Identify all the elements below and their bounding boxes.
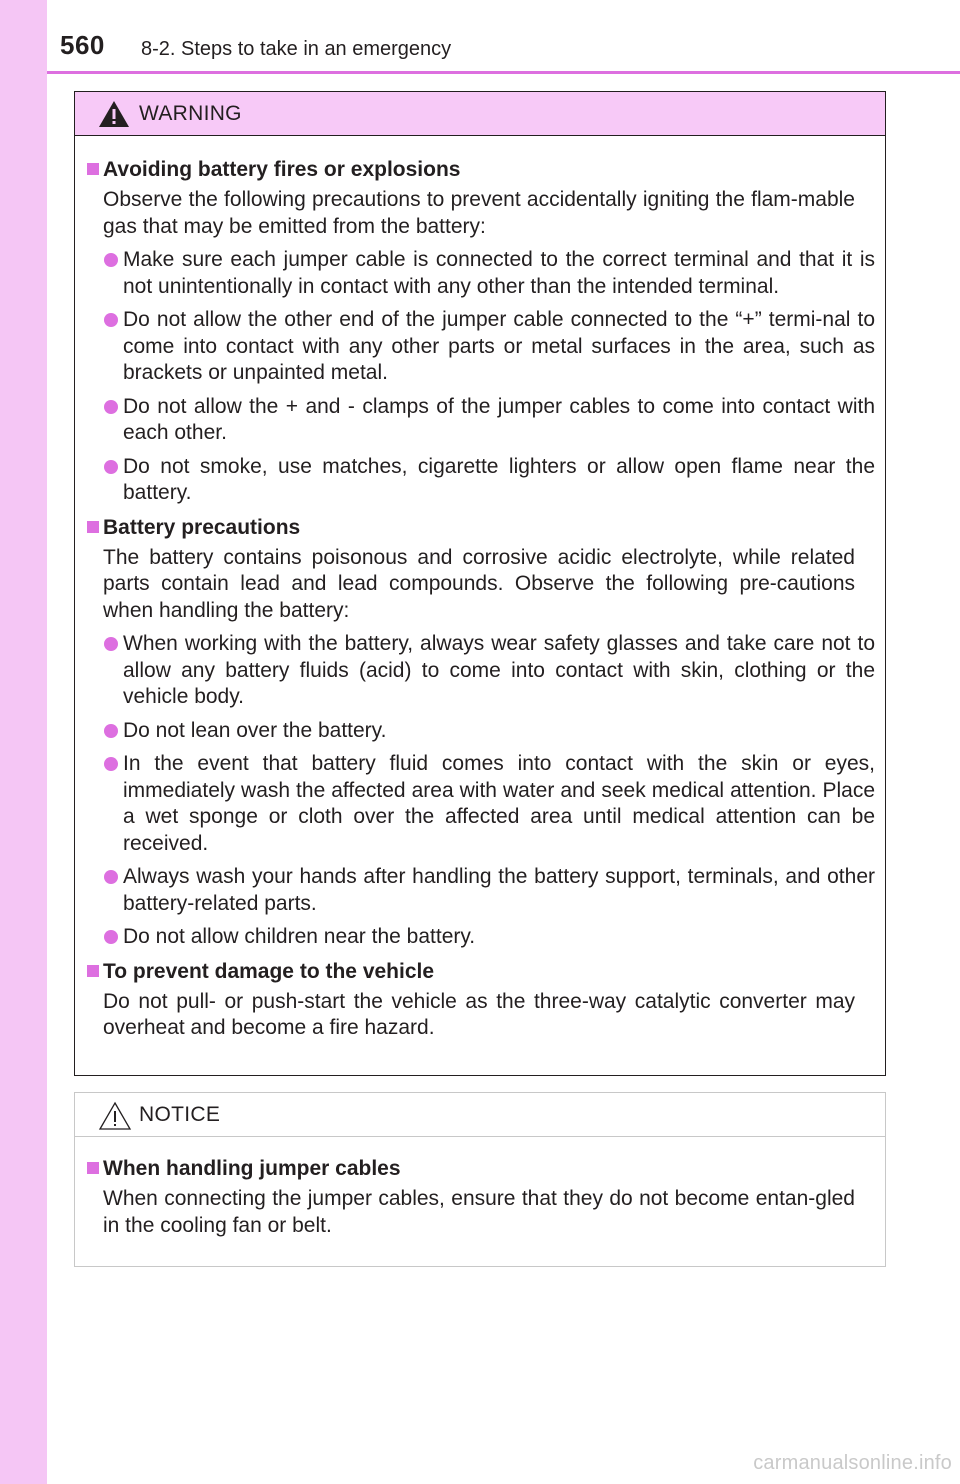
bullet-item	[87, 247, 875, 300]
watermark: carmanualsonline.info	[753, 1452, 952, 1474]
warning-body	[75, 136, 885, 1042]
warning-label: WARNING	[139, 102, 242, 125]
square-bullet-icon	[87, 965, 99, 977]
section-intro: The battery contains poisonous and corrosive acidic electrolyte, while related parts contain lead and lead compounds. Observe the following pre-cautions when handling the battery:	[103, 545, 855, 622]
bullet-item	[87, 924, 875, 951]
bullet-text: Do not lean over the battery.	[123, 718, 387, 742]
round-bullet-icon	[104, 870, 118, 884]
bullet-item	[87, 864, 875, 917]
bullet-text: Always wash your hands after handling the battery support, terminals, and other battery-related parts.	[123, 865, 875, 915]
bullet-text: In the event that battery fluid comes into contact with the skin or eyes, immediately wash the affected area with water and seek medical attention. Place a wet sponge or cloth over the affected area until medical attention can be received.	[123, 752, 875, 855]
round-bullet-icon	[104, 637, 118, 651]
bullet-text: Do not smoke, use matches, cigarette lighters or allow open flame near the battery.	[123, 454, 875, 504]
round-bullet-icon	[104, 930, 118, 944]
bullet-text: Do not allow children near the battery.	[123, 925, 476, 948]
round-bullet-icon	[104, 400, 118, 414]
bullet-text: Do not allow the + and - clamps of the jumper cables to come into contact with each other.	[123, 394, 875, 444]
notice-body	[75, 1137, 885, 1239]
section-heading	[87, 156, 875, 184]
bullet-text: When working with the battery, always wear safety glasses and take care not to allow any battery fluids (acid) to come into contact with skin, clothing or the vehicle body.	[123, 632, 875, 708]
warning-triangle-icon	[98, 100, 130, 133]
caution-outline-triangle-icon	[98, 1101, 132, 1136]
section-title: 8-2. Steps to take in an emergency	[141, 38, 452, 60]
side-color-strip	[0, 0, 47, 1484]
round-bullet-icon	[104, 460, 118, 474]
round-bullet-icon	[104, 313, 118, 327]
bullet-item	[87, 718, 875, 745]
round-bullet-icon	[104, 253, 118, 267]
bullet-item	[87, 751, 875, 857]
warning-header	[75, 92, 885, 136]
bullet-item	[87, 631, 875, 711]
section-heading-text: To prevent damage to the vehicle	[103, 959, 435, 983]
section-intro: Do not pull- or push-start the vehicle as the three-way catalytic converter may overheat and become a fire hazard.	[103, 989, 855, 1039]
square-bullet-icon	[87, 521, 99, 533]
section-intro: When connecting the jumper cables, ensure that they do not become entan-gled in the cooling fan or belt.	[103, 1187, 855, 1237]
round-bullet-icon	[104, 724, 118, 738]
square-bullet-icon	[87, 1162, 99, 1174]
notice-label: NOTICE	[139, 1103, 221, 1126]
section-intro: Observe the following precautions to prevent accidentally igniting the flam-mable gas that may be emitted from the battery:	[103, 188, 855, 238]
section-heading-text: Avoiding battery fires or explosions	[103, 158, 461, 181]
bullet-text: Make sure each jumper cable is connected to the correct terminal and that it is not unintentionally in contact with any other than the intended terminal.	[123, 248, 875, 298]
warning-box	[74, 91, 886, 1076]
bullet-text: Do not allow the other end of the jumper cable connected to the “+” termi-nal to come into contact with any other parts or metal surfaces in the area, such as brackets or unpainted metal.	[123, 308, 875, 384]
notice-box	[74, 1092, 886, 1267]
header-rule	[47, 71, 960, 74]
section-heading	[87, 514, 875, 542]
section-heading-text: When handling jumper cables	[103, 1157, 401, 1180]
page-number: 560	[60, 30, 105, 60]
section-heading-text: Battery precautions	[103, 515, 301, 539]
round-bullet-icon	[104, 757, 118, 771]
bullet-item	[87, 307, 875, 387]
square-bullet-icon	[87, 163, 99, 175]
section-heading	[87, 958, 875, 986]
notice-header	[75, 1093, 885, 1137]
section-heading	[87, 1155, 875, 1183]
bullet-item	[87, 394, 875, 447]
bullet-item	[87, 454, 875, 507]
